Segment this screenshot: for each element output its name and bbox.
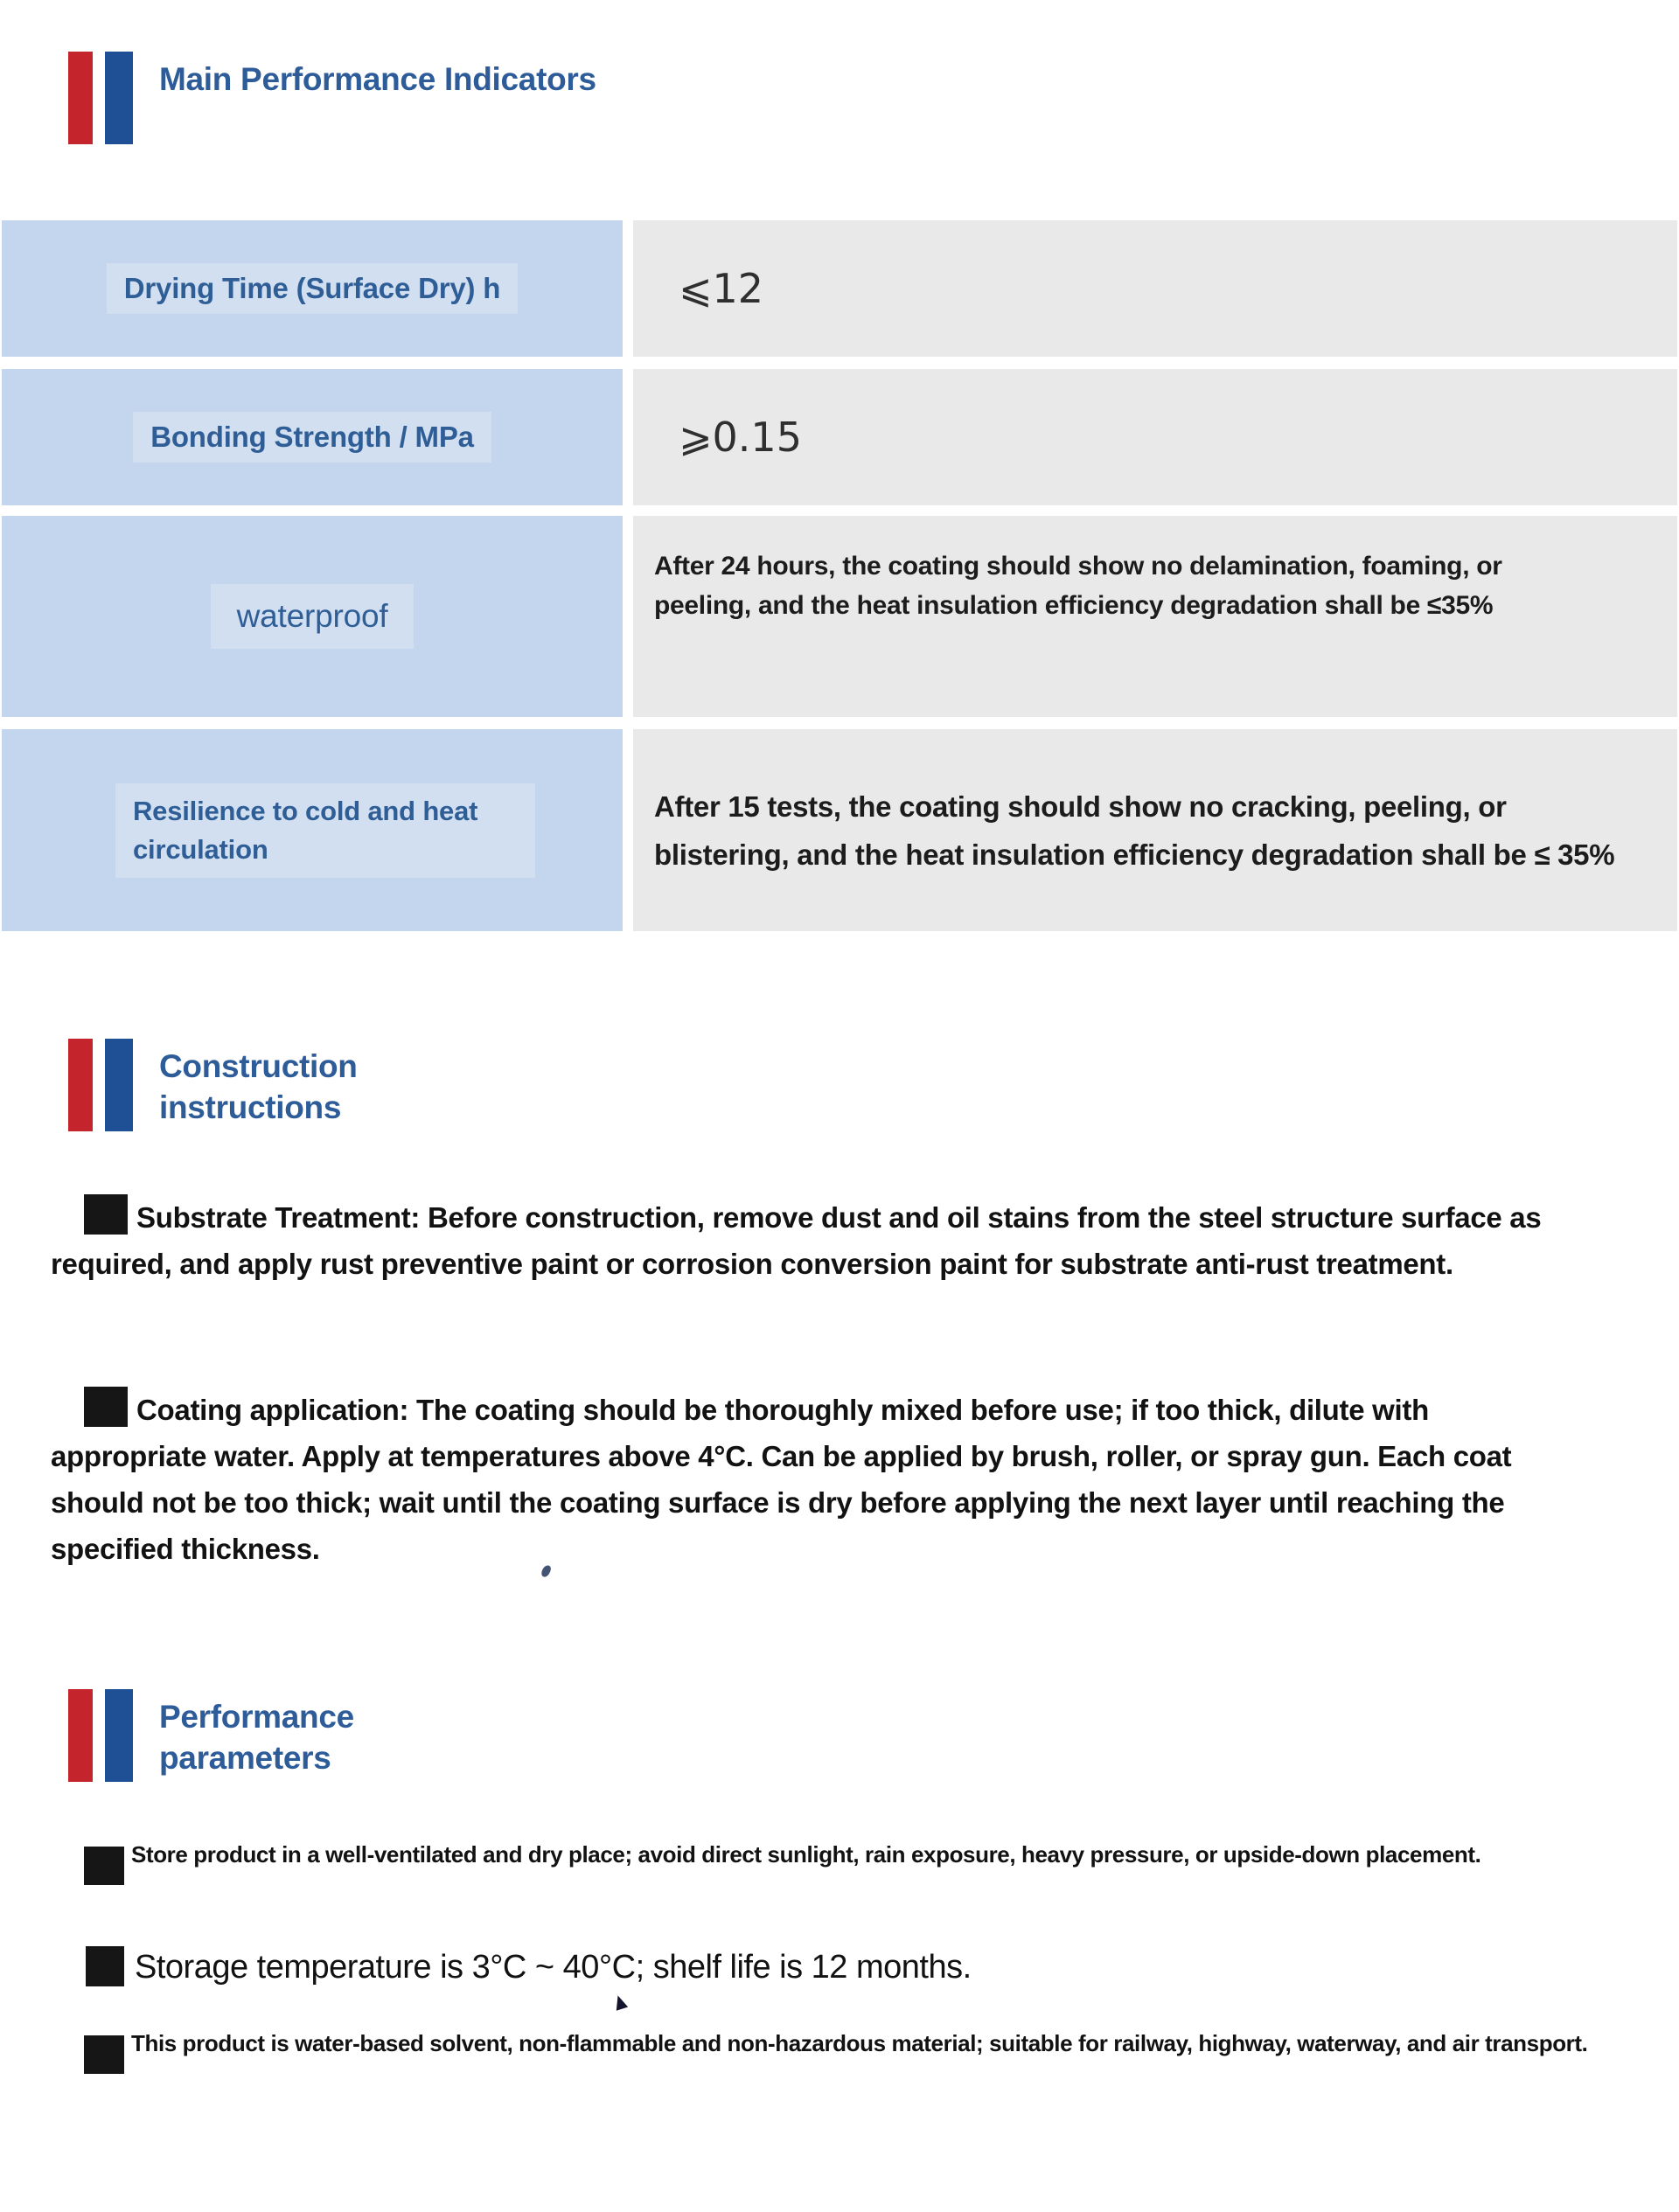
row-value-cell bbox=[633, 516, 1677, 717]
row-label: Drying Time (Surface Dry) h bbox=[107, 263, 518, 314]
row-value-cell bbox=[633, 729, 1677, 931]
section-header-main-indicators bbox=[68, 52, 596, 144]
bullet-square-icon bbox=[84, 1387, 128, 1427]
row-label-cell bbox=[2, 369, 623, 505]
row-value: ⩾0.15 bbox=[679, 414, 802, 461]
blue-bar-icon bbox=[105, 1039, 133, 1131]
section-header-construction bbox=[68, 1039, 358, 1131]
section-header-performance bbox=[68, 1689, 354, 1782]
row-label: Bonding Strength / MPa bbox=[133, 412, 491, 463]
row-value-cell bbox=[633, 220, 1677, 357]
bullet-square-icon bbox=[84, 1194, 128, 1235]
row-label-cell bbox=[2, 516, 623, 717]
row-label: Resilience to cold and heat circulation bbox=[115, 783, 535, 878]
row-value: ⩽12 bbox=[679, 265, 764, 312]
row-label: waterproof bbox=[211, 584, 415, 649]
table-row bbox=[2, 220, 1677, 357]
blue-bar-icon bbox=[105, 1689, 133, 1782]
bullet-square-icon bbox=[84, 2035, 124, 2074]
paragraph-text: Substrate Treatment: Before construction, remove dust and oil stains from the steel structure surface as required, and apply rust preventive paint or corrosion conversion paint for substrate anti-rust treatment. bbox=[51, 1201, 1542, 1280]
row-value: After 15 tests, the coating should show no cracking, peeling, or blistering, and the heat insulation efficiency degradation shall be ≤ 35% bbox=[654, 790, 1615, 871]
list-item-storage-temperature bbox=[51, 1946, 1642, 1986]
list-item-text: Storage temperature is 3°C ~ 40°C; shelf life is 12 months. bbox=[135, 1949, 972, 1986]
paragraph-text: Coating application: The coating should be thoroughly mixed before use; if too thick, dilute with appropriate water. Apply at temperatures above 4°C. Can be applied by brush, roller, or spray gun. Each coat should not be too thick; wait until the coating surface is dry before applying the next layer until reaching the specified thickness. bbox=[51, 1394, 1512, 1565]
red-bar-icon bbox=[68, 52, 93, 144]
section-title bbox=[159, 52, 596, 100]
table-row bbox=[2, 369, 1677, 505]
section-title-text: Main Performance Indicators bbox=[159, 61, 596, 97]
section-title-line1: Construction bbox=[159, 1048, 358, 1084]
list-item-storage-place bbox=[51, 1841, 1642, 1885]
list-item-transport bbox=[51, 2030, 1642, 2074]
section-title-line2: instructions bbox=[159, 1089, 342, 1125]
row-label-cell bbox=[2, 729, 623, 931]
table-row bbox=[2, 729, 1677, 931]
section-title-line1: Performance bbox=[159, 1699, 354, 1735]
cursor-artifact-icon bbox=[612, 1993, 628, 2011]
table-row bbox=[2, 516, 1677, 717]
blue-bar-icon bbox=[105, 52, 133, 144]
row-label-cell bbox=[2, 220, 623, 357]
list-item-text: This product is water-based solvent, non-flammable and non-hazardous material; suitable for railway, highway, waterway, and air transport. bbox=[131, 2030, 1588, 2056]
red-bar-icon bbox=[68, 1039, 93, 1131]
row-value-cell bbox=[633, 369, 1677, 505]
bullet-square-icon bbox=[86, 1946, 124, 1986]
list-item-text: Store product in a well-ventilated and dry place; avoid direct sunlight, rain exposure, heavy pressure, or upside-down placement. bbox=[131, 1841, 1481, 1868]
paragraph-substrate-treatment bbox=[51, 1194, 1590, 1287]
section-title bbox=[159, 1689, 354, 1778]
red-bar-icon bbox=[68, 1689, 93, 1782]
paragraph-coating-application bbox=[51, 1387, 1537, 1572]
section-title bbox=[159, 1039, 358, 1128]
bullet-square-icon bbox=[84, 1847, 124, 1885]
row-value: After 24 hours, the coating should show no delamination, foaming, or peeling, and the heat insulation efficiency degradation shall be ≤35% bbox=[654, 552, 1502, 620]
section-title-line2: parameters bbox=[159, 1740, 331, 1776]
